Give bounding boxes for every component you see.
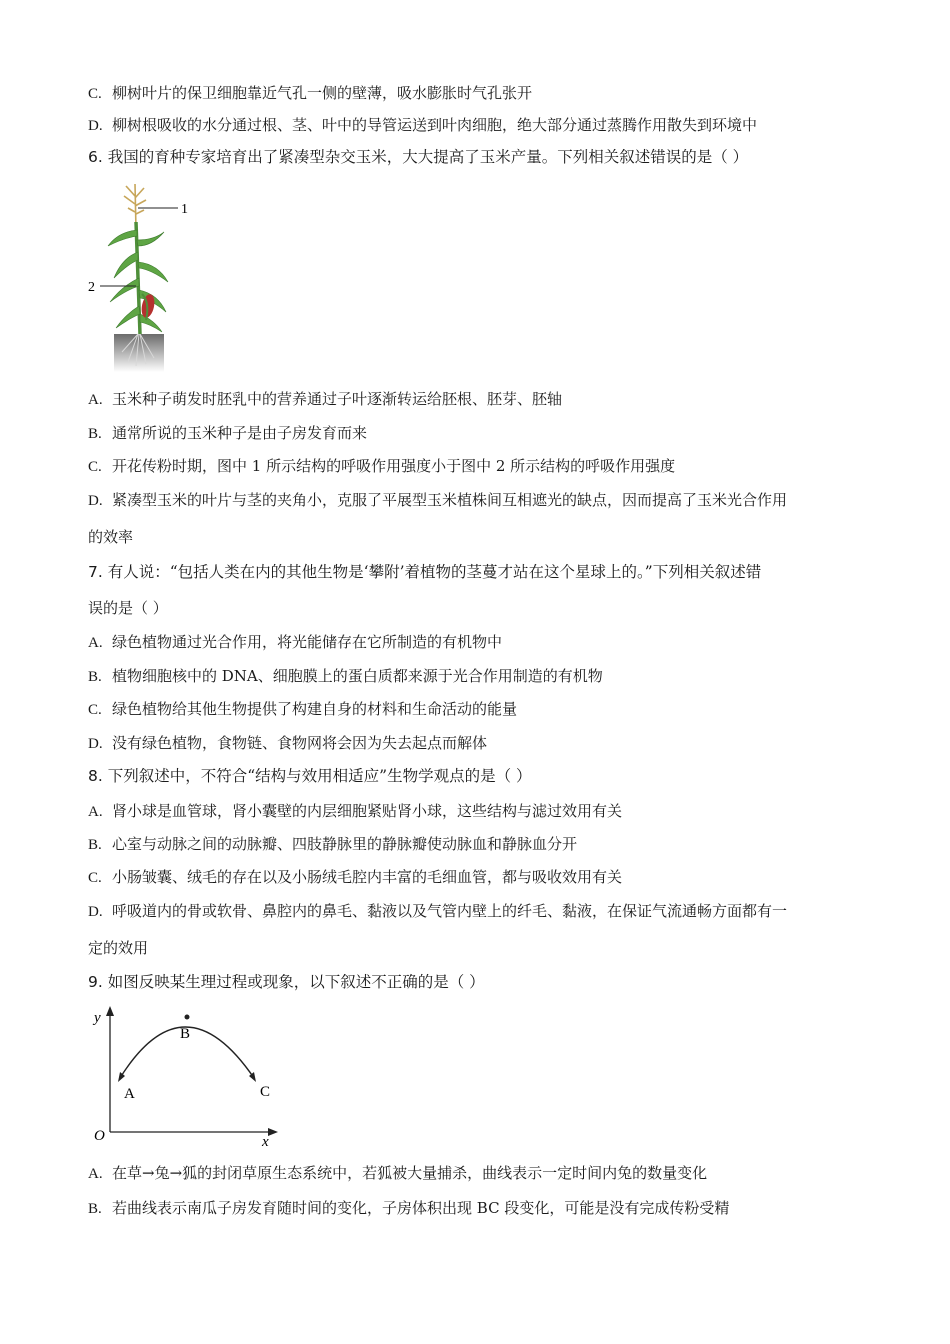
q7-option-d: D. 没有绿色植物，食物链、食物网将会因为失去起点而解体 [88,734,488,752]
q9-stem: 9. 如图反映某生理过程或现象，以下叙述不正确的是（ ） [88,973,485,991]
q8-option-c: C. 小肠皱囊、绒毛的存在以及小肠绒毛腔内丰富的毛细血管，都与吸收效用有关 [88,868,623,886]
label-c: C [260,1084,271,1100]
label-1: 1 [181,202,188,217]
q6-option-d: D. 紧凑型玉米的叶片与茎的夹角小，克服了平展型玉米植株间互相遮光的缺点，因而提高了玉米光合作用 [88,491,788,509]
q8-option-a: A. 肾小球是血管球，肾小囊壁的内层细胞紧贴肾小球，这些结构与滤过效用有关 [88,802,623,820]
q8-stem: 8. 下列叙述中，不符合“结构与效用相适应”生物学观点的是（ ） [88,767,532,785]
label-a: A [124,1086,135,1102]
label-b: B [180,1026,191,1042]
q8-option-d: D. 呼吸道内的骨或软骨、鼻腔内的鼻毛、黏液以及气管内壁上的纤毛、黏液，在保证气流通畅方面都有一 [88,902,788,920]
q6-option-b: B. 通常所说的玉米种子是由子房发育而来 [88,424,368,442]
origin-label: O [94,1128,105,1144]
soil [114,334,164,372]
y-label: y [94,1010,101,1026]
corn-stalk [136,222,140,334]
q6-stem: 6. 我国的育种专家培育出了紧凑型杂交玉米，大大提高了玉米产量。下列相关叙述错误的是（ ） [88,148,749,166]
q5-option-c: C. 柳树叶片的保卫细胞靠近气孔一侧的壁薄，吸水膨胀时气孔张开 [88,84,533,102]
q7-option-a: A. 绿色植物通过光合作用，将光能储存在它所制造的有机物中 [88,633,503,651]
corn-plant-figure [88,182,200,374]
curve-graph [88,1002,288,1150]
q6-option-c: C. 开花传粉时期，图中 1 所示结构的呼吸作用强度小于图中 2 所示结构的呼吸作用强度 [88,457,676,475]
point-b [185,1015,190,1020]
q8-option-b: B. 心室与动脉之间的动脉瓣、四肢静脉里的静脉瓣使动脉血和静脉血分开 [88,835,578,853]
q9-option-b: B. 若曲线表示南瓜子房发育随时间的变化，子房体积出现 BC 段变化，可能是没有完成传粉受精 [88,1199,730,1217]
q5-option-d: D. 柳树根吸收的水分通过根、茎、叶中的导管运送到叶肉细胞，绝大部分通过蒸腾作用散失到环境中 [88,116,758,134]
q6-option-a: A. 玉米种子萌发时胚乳中的营养通过子叶逐渐转运给胚根、胚芽、胚轴 [88,390,563,408]
y-axis-arrow [106,1006,114,1016]
q7-stem-cont: 误的是（ ） [88,599,168,617]
q8-option-d-cont: 定的效用 [88,939,149,957]
x-label: x [262,1134,269,1150]
curve-arrow-a [118,1072,125,1082]
q7-stem: 7. 有人说：“包括人类在内的其他生物是‘攀附’着植物的茎蔓才站在这个星球上的。”下列相关叙述错 [88,563,762,581]
label-2: 2 [88,280,95,295]
q7-option-c: C. 绿色植物给其他生物提供了构建自身的材料和生命活动的能量 [88,700,518,718]
x-axis-arrow [268,1128,278,1136]
q6-option-d-cont: 的效率 [88,528,134,546]
q9-option-a: A. 在草→兔→狐的封闭草原生态系统中，若狐被大量捕杀，曲线表示一定时间内兔的数量变化 [88,1164,708,1182]
q7-option-b: B. 植物细胞核中的 DNA、细胞膜上的蛋白质都来源于光合作用制造的有机物 [88,667,603,685]
